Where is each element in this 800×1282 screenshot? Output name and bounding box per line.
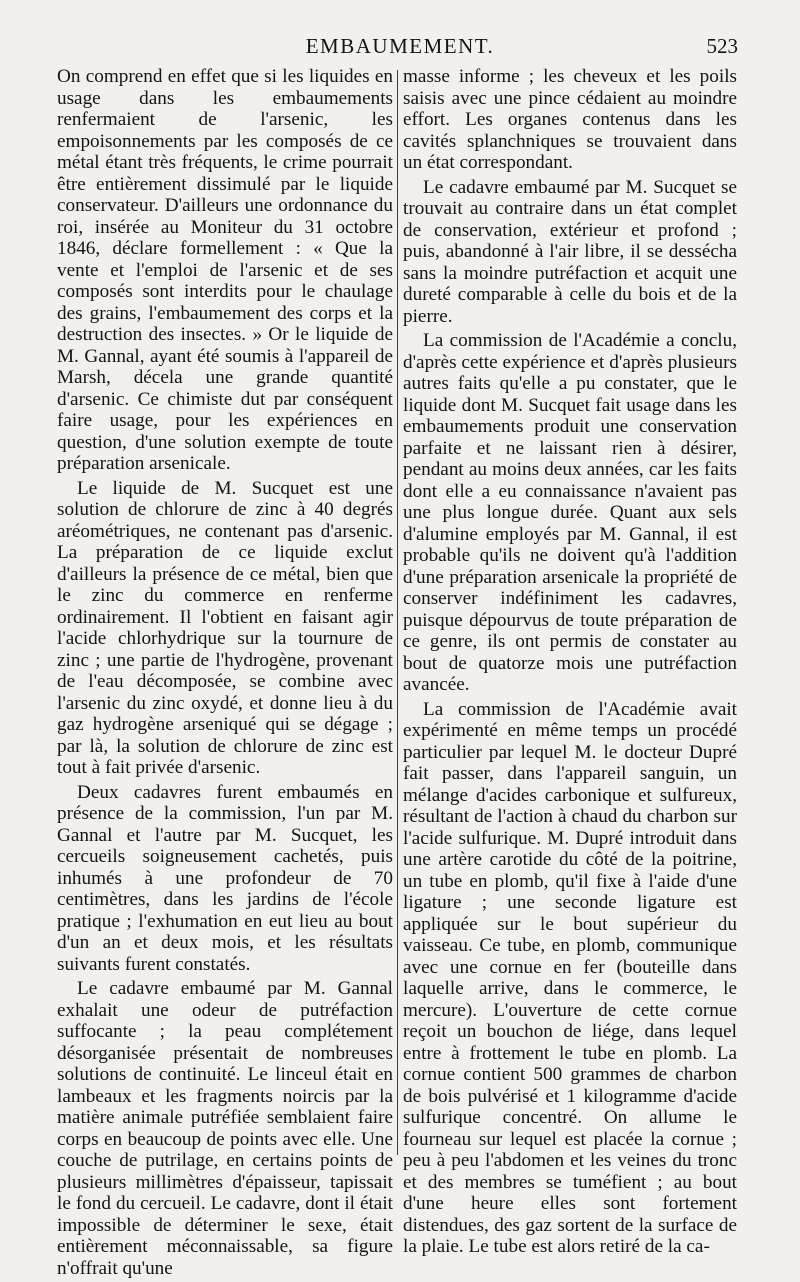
paragraph: Le cadavre embaumé par M. Sucquet se trouvait au contraire dans un état complet de conservation, extérieur et profond ; puis, abandonné à l'air libre, il se dessécha sans la moindre putréfaction et acquit une dureté comparable à celle du bois et de la pierre. bbox=[403, 176, 737, 327]
paragraph: Le cadavre embaumé par M. Gannal exhalait une odeur de putréfaction suffocante ; la peau complétement désorganisée présentait de nombreuses solutions de continuité. Le linceul était en lambeaux et les fragments noircis par la matière animale putréfiée semblaient faire corps en beaucoup de points avec elle. Une couche de putrilage, en certains points de plusieurs millimètres d'épaisseur, tapissait le fond du cercueil. Le cadavre, dont il était impossible de déterminer le sexe, était entièrement méconnaissable, sa figure n'offrait qu'une bbox=[57, 978, 393, 1279]
column-divider bbox=[397, 70, 398, 1155]
page-number: 523 bbox=[706, 34, 738, 58]
paragraph: masse informe ; les cheveux et les poils saisis avec une pince cédaient au moindre effort. Les organes contenus dans les cavités splanchniques se trouvaient dans un état correspondant. bbox=[403, 66, 737, 173]
paragraph: La commission de l'Académie avait expérimenté en même temps un procédé particulier par lequel M. le docteur Dupré fait passer, dans l'appareil sanguin, un mélange d'acides carbonique et sulfureux, résultant de l'action à chaud du charbon sur l'acide sulfurique. M. Dupré introduit dans une artère carotide du côté de la poitrine, un tube en plomb, qu'il fixe à l'aide d'une ligature ; une seconde ligature est appliquée sur le bout supérieur du vaisseau. Ce tube, en plomb, communique avec une cornue en fer (bouteille dans laquelle arrive, dans le commerce, le mercure). L'ouverture de cette cornue reçoit un bouchon de liége, dans lequel entre à frottement le tube en plomb. La cornue contient 500 grammes de charbon de bois pulvérisé et 1 kilogramme d'acide sulfurique concentré. On allume le fourneau sur lequel est placée la cornue ; peu à peu l'abdomen et les veines du tronc et des membres se tuméfient ; au bout d'une heure elles sont fortement distendues, des gaz sortent de la surface de la plaie. Le tube est alors retiré de la ca- bbox=[403, 698, 737, 1257]
left-column bbox=[57, 66, 393, 1282]
paragraph: La commission de l'Académie a conclu, d'après cette expérience et d'après plusieurs autres faits qu'elle a pu constater, que le liquide dont M. Sucquet fait usage dans les embaumements produit une conservation parfaite et ne laissant rien à désirer, pendant au moins deux années, car les faits dont elle a eu connaissance n'avaient pas une plus longue durée. Quant aux sels d'alumine employés par M. Gannal, il est probable qu'ils ne doivent qu'à l'addition d'une préparation arsenicale la propriété de conserver indéfiniment les cadavres, puisque dépourvus de toute préparation de ce genre, ils ont permis de constater au bout de quatorze mois une putréfaction avancée. bbox=[403, 330, 737, 695]
paragraph: Deux cadavres furent embaumés en présence de la commission, l'un par M. Gannal et l'autre par M. Sucquet, les cercueils soigneusement cachetés, puis inhumés à une profondeur de 70 centimètres, dans les jardins de l'école pratique ; l'exhumation en eut lieu au bout d'un an et deux mois, et les résultats suivants furent constatés. bbox=[57, 781, 393, 975]
right-column bbox=[403, 66, 737, 1261]
page-header bbox=[0, 34, 800, 64]
paragraph: Le liquide de M. Sucquet est une solution de chlorure de zinc à 40 degrés aréométriques, ne contenant pas d'arsenic. La préparation de ce liquide exclut d'ailleurs la présence de ce métal, bien que le zinc du commerce en renferme ordinairement. Il l'obtient en faisant agir l'acide chlorhydrique sur la tournure de zinc ; une partie de l'hydrogène, provenant de l'eau décomposée, se combine avec l'arsenic du zinc oxydé, et donne lieu à du gaz hydrogène arseniqué qui se dégage ; par là, la solution de chlorure de zinc est tout à fait privée d'arsenic. bbox=[57, 477, 393, 778]
paragraph: On comprend en effet que si les liquides en usage dans les embaumements renfermaient de l'arsenic, les empoisonnements par les composés de ce métal étant très fréquents, le crime pourrait être entièrement dissimulé par le liquide conservateur. D'ailleurs une ordonnance du roi, insérée au Moniteur du 31 octobre 1846, déclare formellement : « Que la vente et l'emploi de l'arsenic et de ses composés sont interdits pour le chaulage des grains, l'embaumement des corps et la destruction des insectes. » Or le liquide de M. Gannal, ayant été soumis à l'appareil de Marsh, décela une grande quantité d'arsenic. Ce chimiste dut par conséquent faire usage, pour les expériences en question, d'une solution exempte de toute préparation arsenicale. bbox=[57, 66, 393, 474]
running-title: EMBAUMEMENT. bbox=[305, 34, 495, 58]
